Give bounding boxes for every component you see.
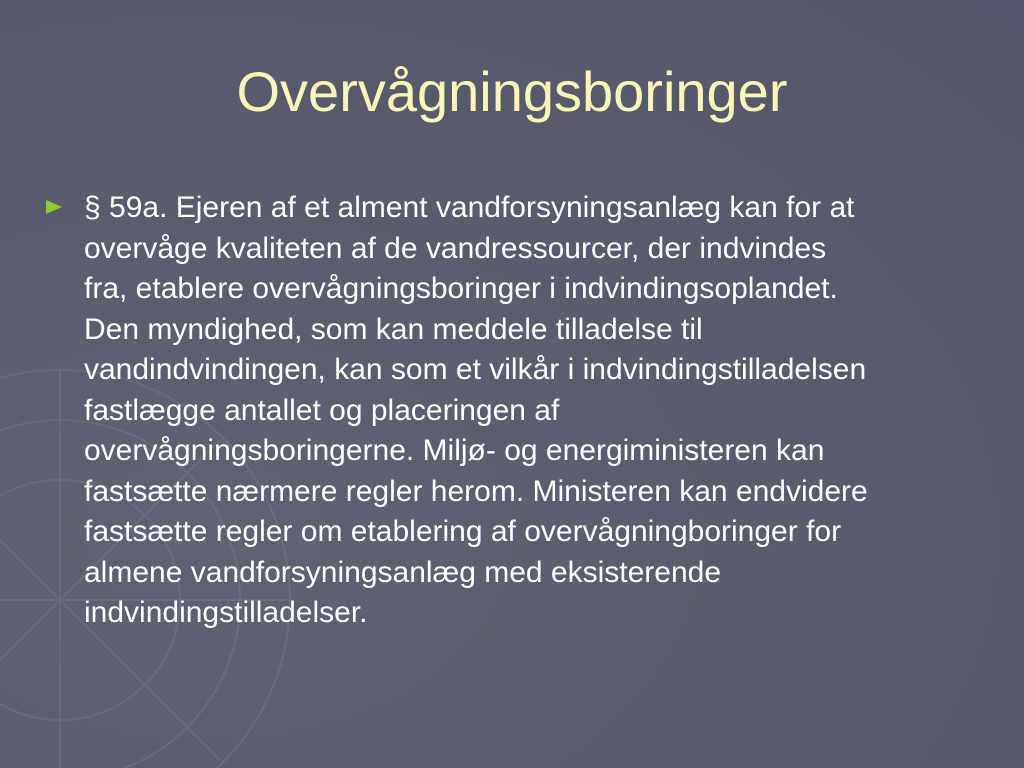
bullet-text-line: fastsætte regler om etablering af overvågningboringer for [84,515,842,548]
bullet-text-line: indvindingstilladelser. [84,596,368,629]
bullet-text-line: Den myndighed, som kan meddele tilladelse til [84,312,703,346]
bullet-text-line: fastlægge antallet og placeringen af [84,393,560,427]
bullet-text-line: fra, etablere overvågningsboringer i indvindingsoplandet. [84,272,838,305]
bullet-text-line: almene vandforsyningsanlæg med eksisterende [84,555,722,589]
triangle-arrow-right-icon [44,197,64,217]
bullet-paragraph [84,188,994,634]
slide-title: Overvågningsboringer [236,60,788,123]
bullet-text-line: fastsætte nærmere regler herom. Ministeren kan endvidere [84,474,868,508]
bullet-text-line: § 59a. Ejeren af et alment vandforsyningsanlæg kan for at [84,191,855,224]
bullet-text-line: overvåge kvaliteten af de vandressourcer, der indvindes [84,231,827,265]
bullet-text-line: vandindvindingen, kan som et vilkår i indvindingstilladelsen [84,353,867,386]
bullet-text-line: overvågningsboringerne. Miljø- og energiministeren kan [84,434,825,467]
bullet-list [44,188,994,634]
